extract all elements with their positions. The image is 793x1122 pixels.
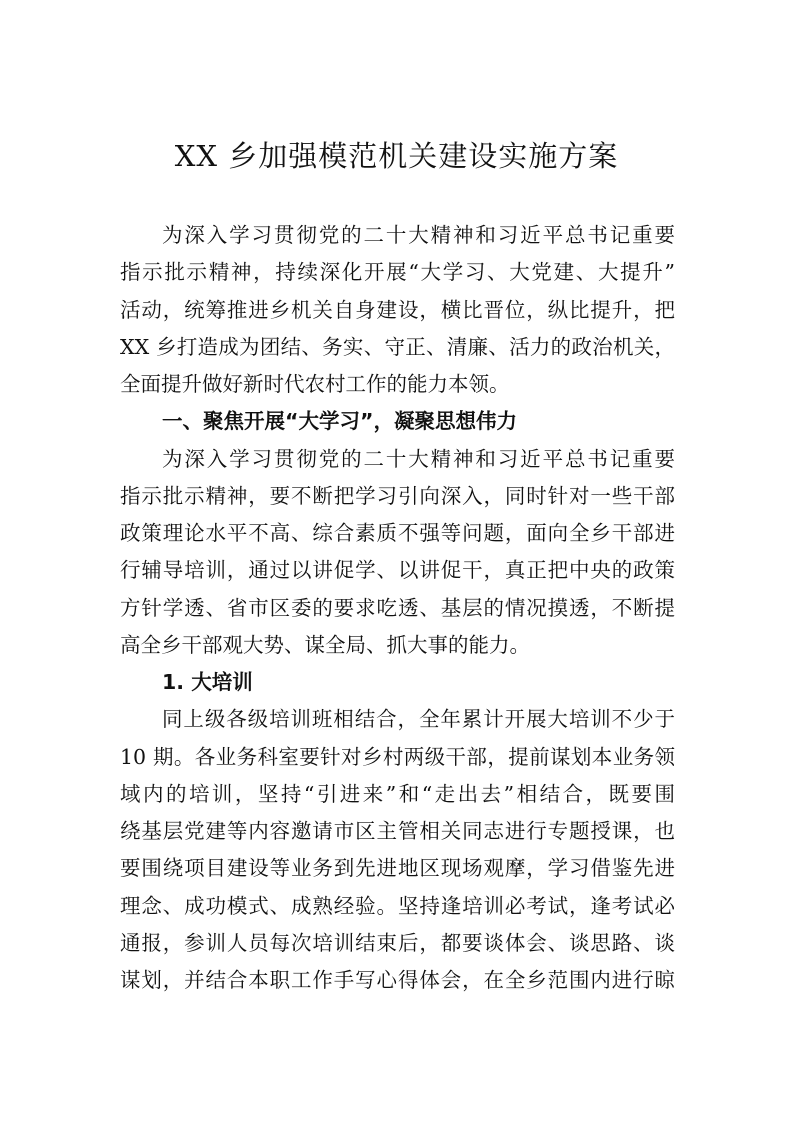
paragraph — [120, 441, 675, 665]
text-line: 要围绕项目建设等业务到先进地区现场观摩，学习借鉴先进 — [120, 856, 675, 881]
text-line: 全面提升做好新时代农村工作的能力本领。 — [120, 372, 510, 396]
text-line: XX 乡打造成为团结、务实、守正、清廉、活力的政治机关， — [120, 334, 675, 359]
text-line: 10 期。各业务科室要针对乡村两级干部，提前谋划本业务领 — [120, 744, 675, 769]
text-line: 一、聚焦开展“大学习”，凝聚思想伟力 — [162, 409, 517, 434]
text-line: 理念、成功模式、成熟经验。坚持逢培训必考试，逢考试必 — [120, 893, 675, 918]
text-line: 指示批示精神，持续深化开展“大学习、大党建、大提升” — [120, 260, 675, 285]
text-line: 高全乡干部观大势、谋全局、抓大事的能力。 — [120, 632, 530, 657]
document-body — [120, 217, 675, 999]
section-heading — [120, 403, 675, 440]
text-line: 政策理论水平不高、综合素质不强等问题，面向全乡干部进 — [120, 521, 675, 545]
text-line: 域内的培训，坚持“引进来”和“走出去”相结合，既要围 — [120, 781, 675, 806]
text-line: 行辅导培训，通过以讲促学、以讲促干，真正把中央的政策 — [120, 558, 675, 583]
paragraph — [120, 701, 675, 999]
text-line: 谋划，并结合本职工作手写心得体会，在全乡范围内进行晾 — [120, 968, 675, 992]
text-line: 通报，参训人员每次培训结束后，都要谈体会、谈思路、谈 — [120, 930, 675, 955]
text-line: 1. 大培训 — [162, 670, 253, 694]
text-line: 同上级各级培训班相结合，全年累计开展大培训不少于 — [162, 707, 675, 732]
section-heading — [120, 664, 675, 701]
text-line: 为深入学习贯彻党的二十大精神和习近平总书记重要 — [162, 223, 675, 247]
paragraph — [120, 217, 675, 403]
document-title: XX 乡加强模范机关建设实施方案 — [174, 139, 619, 173]
text-line: 活动，统筹推进乡机关自身建设，横比晋位，纵比提升，把 — [120, 297, 675, 322]
text-line: 绕基层党建等内容邀请市区主管相关同志进行专题授课，也 — [120, 819, 675, 843]
text-line: 方针学透、省市区委的要求吃透、基层的情况摸透，不断提 — [120, 595, 675, 620]
text-line: 指示批示精神，要不断把学习引向深入，同时针对一些干部 — [120, 483, 675, 508]
text-line: 为深入学习贯彻党的二十大精神和习近平总书记重要 — [162, 446, 675, 471]
